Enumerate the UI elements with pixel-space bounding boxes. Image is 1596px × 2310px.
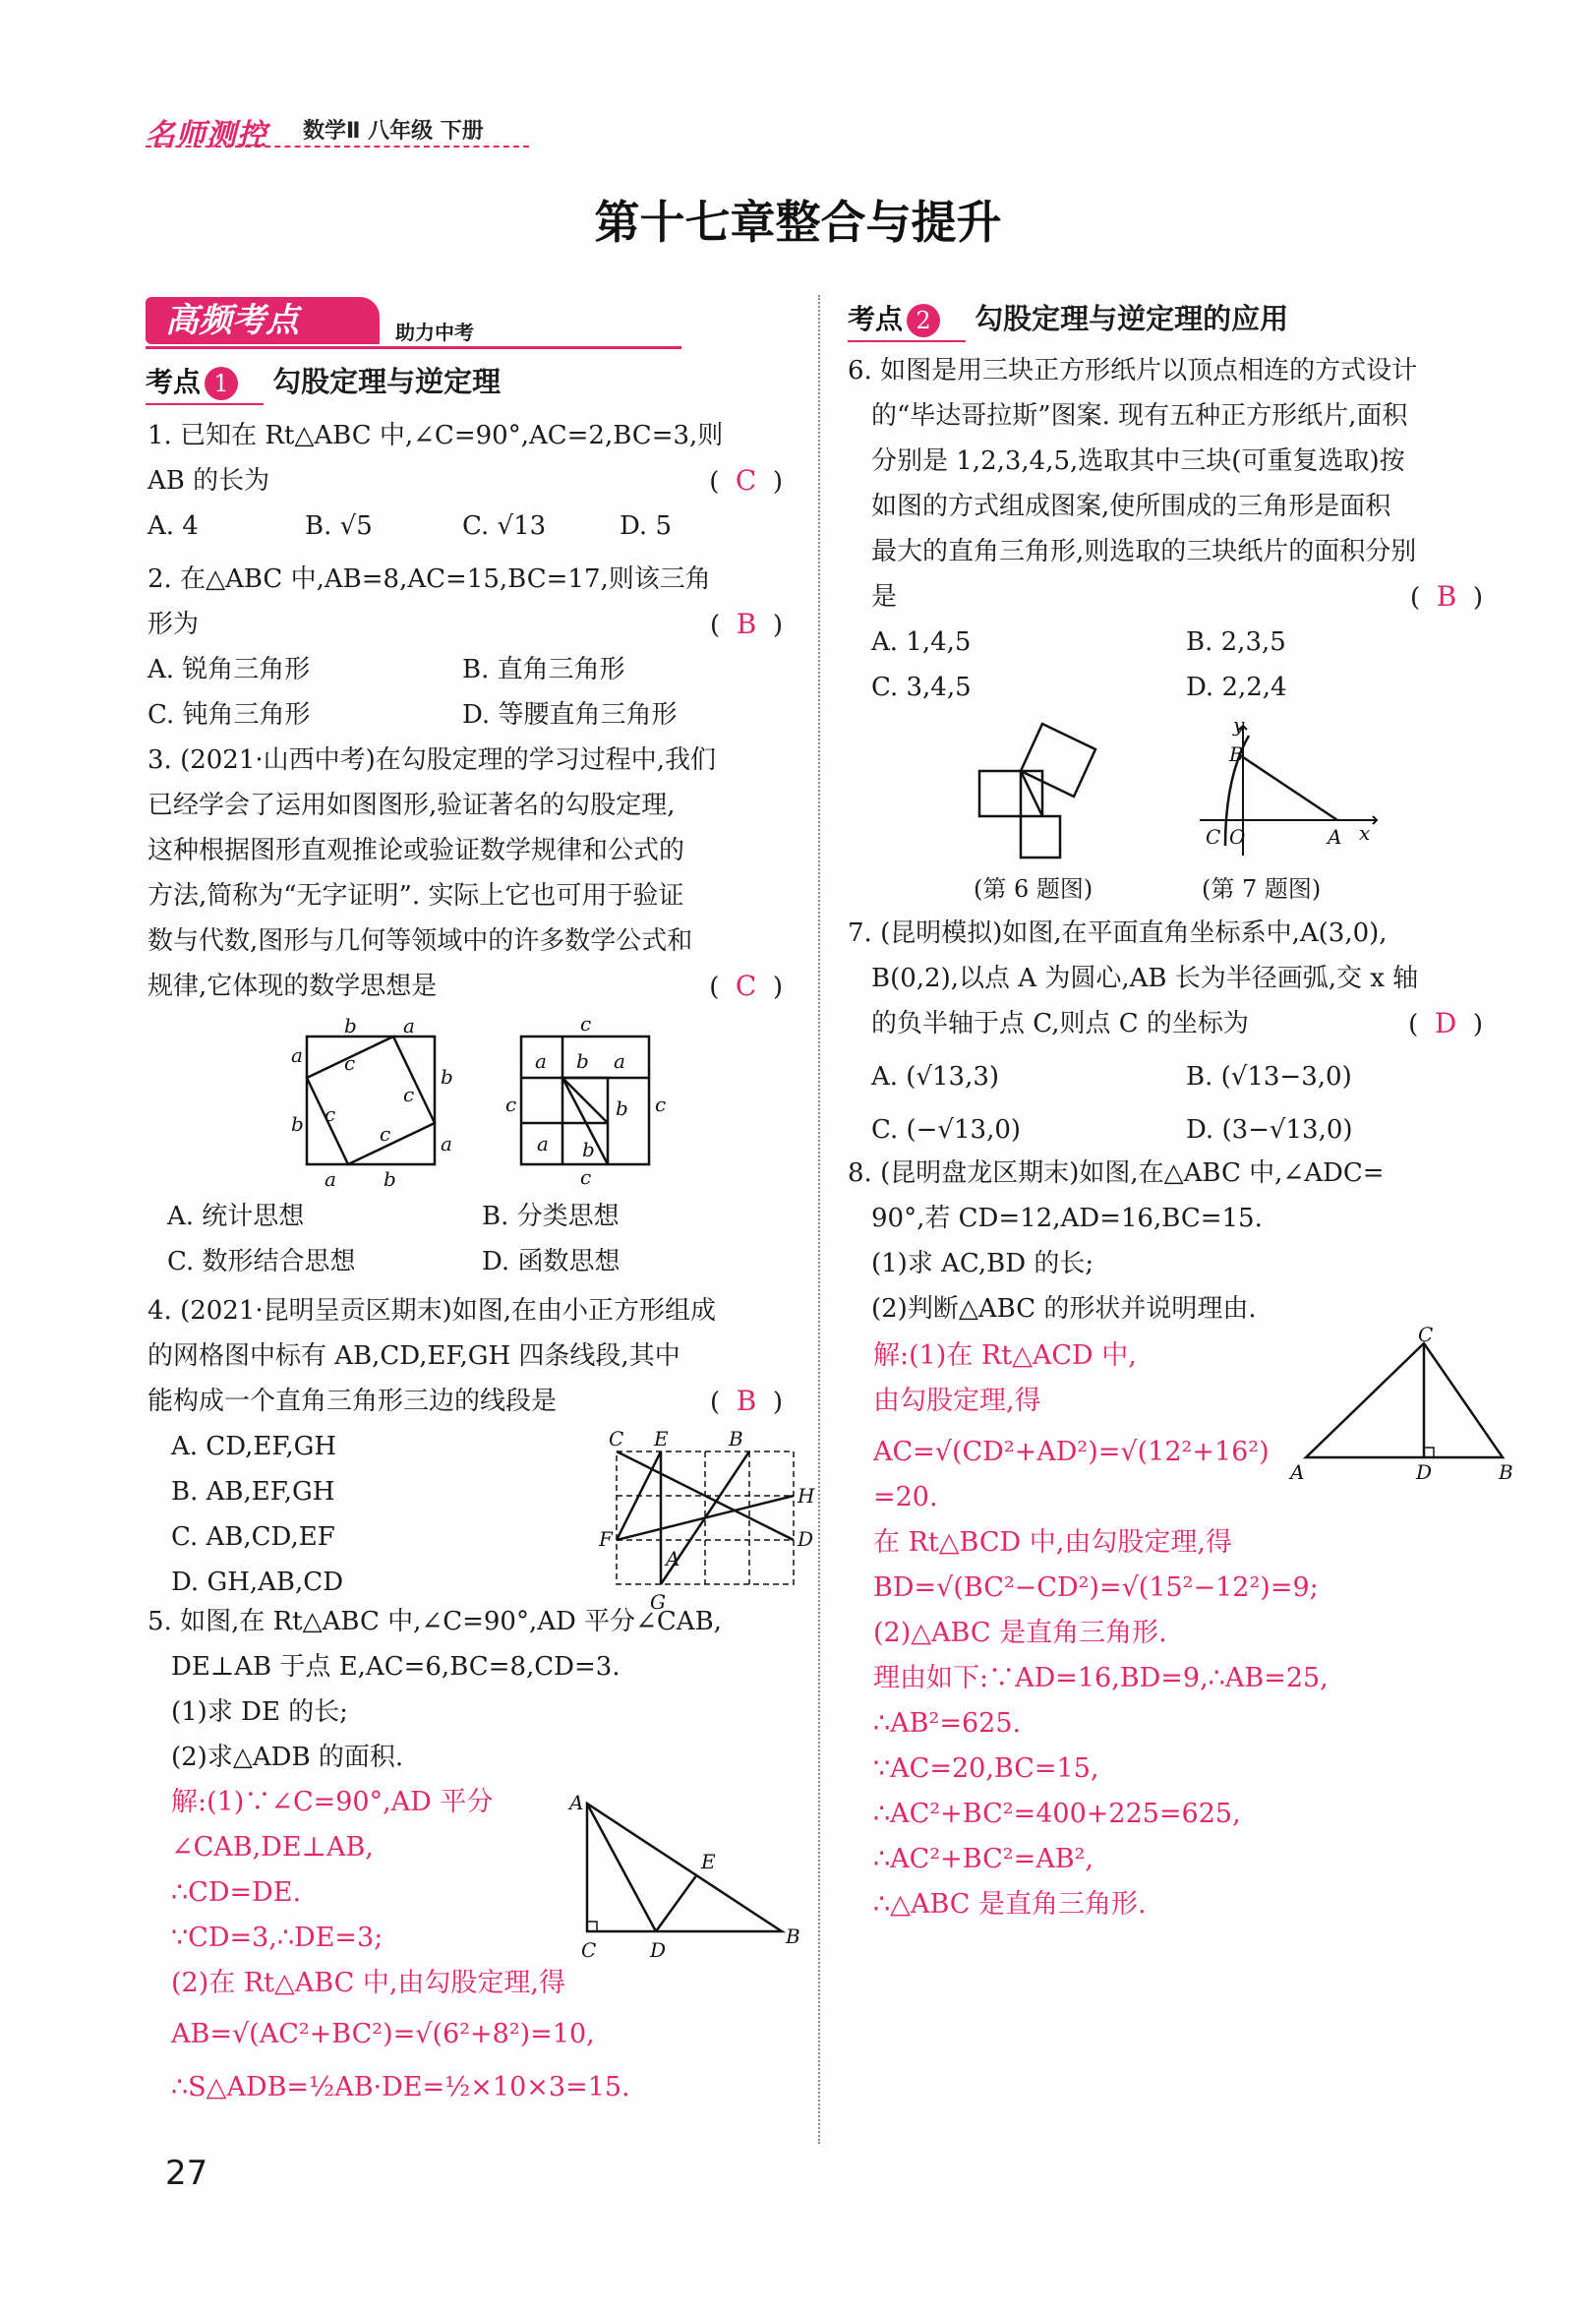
kaodian-1 bbox=[146, 360, 501, 400]
question-text: 7. (昆明模拟)如图,在平面直角坐标系中,A(3,0), bbox=[848, 918, 1388, 948]
option: D. GH,AB,CD bbox=[171, 1568, 344, 1597]
option: B. √5 bbox=[305, 511, 373, 541]
q5-figure bbox=[565, 1790, 811, 1967]
option: B. 直角三角形 bbox=[462, 655, 625, 684]
svg-text:b: b bbox=[384, 1167, 396, 1191]
svg-text:c: c bbox=[580, 1012, 592, 1036]
solution-line: 解:(1)∵∠C=90°,AD 平分 bbox=[171, 1787, 494, 1817]
option: B. AB,EF,GH bbox=[171, 1477, 335, 1507]
option: C. (−√13,0) bbox=[871, 1115, 1022, 1145]
svg-text:D: D bbox=[798, 1527, 814, 1551]
svg-text:b: b bbox=[344, 1014, 357, 1037]
svg-text:a: a bbox=[403, 1014, 415, 1037]
answer: C bbox=[735, 970, 757, 1002]
question-text: 方法,简称为“无字证明”. 实际上它也可用于验证 bbox=[148, 881, 684, 911]
question-8 bbox=[848, 1151, 1477, 1332]
svg-text:a: a bbox=[535, 1049, 547, 1073]
svg-text:F: F bbox=[599, 1527, 613, 1551]
question-text: 的负半轴于点 C,则点 C 的坐标为 bbox=[871, 1009, 1249, 1038]
question-3: 3. (2021·山西中考)在勾股定理的学习过程中,我们 已经学会了运用如图图形,验证著名的勾股定理, 这种根据图形直观推论或验证数学规律和公式的 方法,简称为“无字证明”. 实际上它也可用于验证 数与代数,图形与几何等领域中的许多数学公式和 规律,它体现的数学思想是 ( C ) bbox=[148, 738, 777, 1009]
question-text: (1)求 DE 的长; bbox=[171, 1697, 348, 1727]
svg-text:c: c bbox=[325, 1102, 336, 1126]
option: B. 2,3,5 bbox=[1186, 627, 1286, 657]
option: A. 4 bbox=[148, 511, 199, 541]
question-text: 已经学会了运用如图图形,验证著名的勾股定理, bbox=[148, 791, 676, 820]
column-divider bbox=[818, 295, 820, 2144]
question-5 bbox=[148, 1599, 777, 1780]
svg-text:c: c bbox=[580, 1165, 592, 1189]
option: B. (√13−3,0) bbox=[1186, 1062, 1352, 1092]
svg-text:a: a bbox=[325, 1167, 336, 1191]
svg-text:A: A bbox=[666, 1547, 680, 1570]
question-text: 如图的方式组成图案,使所围成的三角形是面积 bbox=[871, 492, 1391, 521]
option: D. 函数思想 bbox=[482, 1247, 621, 1276]
solution-line: ∠CAB,DE⊥AB, bbox=[171, 1832, 374, 1863]
page-number: 27 bbox=[165, 2154, 208, 2193]
svg-text:E: E bbox=[654, 1427, 669, 1451]
question-text: 的网格图中标有 AB,CD,EF,GH 四条线段,其中 bbox=[148, 1341, 680, 1371]
solution-line: (2)△ABC 是直角三角形. bbox=[873, 1618, 1167, 1648]
answer: B bbox=[736, 608, 757, 640]
q3-options bbox=[167, 1194, 797, 1284]
solution-line: ∵CD=3,∴DE=3; bbox=[171, 1923, 384, 1953]
solution-line: ∵AC=20,BC=15, bbox=[873, 1753, 1099, 1784]
option: C. AB,CD,EF bbox=[171, 1522, 335, 1552]
solution-line: ∴△ABC 是直角三角形. bbox=[873, 1889, 1147, 1920]
svg-text:a: a bbox=[614, 1049, 625, 1073]
svg-text:b: b bbox=[291, 1112, 304, 1136]
question-text: (2)求△ADB 的面积. bbox=[171, 1743, 404, 1772]
kaodian-2 bbox=[848, 297, 1288, 337]
option: D. (3−√13,0) bbox=[1186, 1115, 1353, 1145]
question-text: (2)判断△ABC 的形状并说明理由. bbox=[871, 1294, 1257, 1324]
question-text: 是 bbox=[871, 582, 898, 612]
option: C. 数形结合思想 bbox=[167, 1247, 356, 1276]
kaodian-prefix: 考点 bbox=[146, 366, 202, 398]
svg-text:H: H bbox=[798, 1484, 815, 1508]
solution-line: BD=√(BC²−CD²)=√(15²−12²)=9; bbox=[873, 1572, 1319, 1603]
svg-text:C: C bbox=[1206, 825, 1221, 849]
solution-line: 理由如下:∵AD=16,BD=9,∴AB=25, bbox=[873, 1663, 1329, 1693]
question-text: 规律,它体现的数学思想是 bbox=[148, 972, 438, 1001]
solution-line: 由勾股定理,得 bbox=[873, 1386, 1041, 1416]
question-text: AB 的长为 bbox=[148, 466, 270, 496]
question-text: 能构成一个直角三角形三边的线段是 bbox=[148, 1387, 558, 1416]
solution-line: AB=√(AC²+BC²)=√(6²+8²)=10, bbox=[171, 2019, 595, 2049]
solution-line: ∴AB²=625. bbox=[873, 1708, 1022, 1739]
kaodian-title: 勾股定理与逆定理的应用 bbox=[975, 302, 1289, 335]
answer: D bbox=[1434, 1007, 1457, 1039]
svg-text:G: G bbox=[650, 1590, 666, 1614]
q7-figure bbox=[1190, 713, 1387, 865]
question-text: 90°,若 CD=12,AD=16,BC=15. bbox=[871, 1204, 1263, 1233]
svg-text:C: C bbox=[1418, 1323, 1434, 1346]
svg-text:y: y bbox=[1233, 713, 1245, 737]
question-4: 4. (2021·昆明呈贡区期末)如图,在由小正方形组成 的网格图中标有 AB,CD,EF,GH 四条线段,其中 能构成一个直角三角形三边的线段是 ( B ) A. CD,EF,GH B. AB,EF,GH C. AB,CD,EF D. GH,AB,CD bbox=[148, 1288, 777, 1605]
question-text: 4. (2021·昆明呈贡区期末)如图,在由小正方形组成 bbox=[148, 1296, 717, 1326]
svg-text:a: a bbox=[441, 1132, 452, 1155]
section-banner: 高频考点 bbox=[146, 297, 380, 344]
solution-line: 解:(1)在 Rt△ACD 中, bbox=[873, 1340, 1137, 1371]
answer: B bbox=[1436, 580, 1457, 613]
svg-text:a: a bbox=[537, 1132, 549, 1155]
svg-text:c: c bbox=[655, 1093, 667, 1116]
answer: C bbox=[735, 464, 757, 497]
option: C. √13 bbox=[462, 511, 547, 541]
brand-logo: 名师测控 bbox=[146, 118, 267, 152]
solution-line: ∴S△ADB=½AB·DE=½×10×3=15. bbox=[171, 2072, 630, 2103]
svg-text:D: D bbox=[1416, 1460, 1433, 1484]
question-1: 1. 已知在 Rt△ABC 中,∠C=90°,AC=2,BC=3,则 AB 的长为 ( C ) A. 4 B. √5 C. √13 D. 5 bbox=[148, 413, 777, 549]
q6-figure bbox=[974, 718, 1131, 865]
solution-line: =20. bbox=[873, 1482, 938, 1512]
solution-line: 在 Rt△BCD 中,由勾股定理,得 bbox=[873, 1527, 1232, 1558]
question-text: 分别是 1,2,3,4,5,选取其中三块(可重复选取)按 bbox=[871, 446, 1405, 476]
question-text: (1)求 AC,BD 的长; bbox=[871, 1249, 1094, 1278]
svg-text:b: b bbox=[441, 1065, 453, 1089]
svg-text:C: C bbox=[581, 1938, 597, 1962]
svg-text:c: c bbox=[505, 1093, 517, 1116]
answer: B bbox=[736, 1385, 757, 1417]
solution-line: AC=√(CD²+AD²)=√(12²+16²) bbox=[873, 1437, 1270, 1467]
question-6: 6. 如图是用三块正方形纸片以顶点相连的方式设计 的“毕达哥拉斯”图案. 现有五种正方形纸片,面积 分别是 1,2,3,4,5,选取其中三块(可重复选取)按 如图的方式组成图案,使所围成的三角形是面积 最大的直角三角形,则选取的三块纸片的面积分别 是 ( B ) A. 1,4,5 B. 2,3,5 C. 3,4,5 D. 2,2,4 bbox=[848, 348, 1477, 710]
svg-text:B: B bbox=[1499, 1460, 1513, 1484]
question-text: 形为 bbox=[148, 610, 200, 639]
option: D. 2,2,4 bbox=[1186, 673, 1287, 702]
question-text: 1. 已知在 Rt△ABC 中,∠C=90°,AC=2,BC=3,则 bbox=[148, 421, 724, 450]
svg-text:c: c bbox=[403, 1083, 415, 1106]
header-subject: 数学Ⅱ 八年级 下册 bbox=[303, 119, 484, 144]
option: D. 5 bbox=[620, 511, 672, 541]
q6-caption: (第 6 题图) bbox=[974, 875, 1094, 903]
svg-text:B: B bbox=[729, 1427, 743, 1451]
svg-text:A: A bbox=[569, 1791, 584, 1814]
banner-underline bbox=[146, 346, 681, 349]
question-text: 数与代数,图形与几何等领域中的许多数学公式和 bbox=[148, 926, 693, 956]
svg-text:O: O bbox=[1229, 825, 1246, 849]
solution-line: (2)在 Rt△ABC 中,由勾股定理,得 bbox=[171, 1968, 566, 1998]
question-text: 这种根据图形直观推论或验证数学规律和公式的 bbox=[148, 836, 685, 865]
kaodian-underline bbox=[146, 403, 264, 405]
option: A. (√13,3) bbox=[871, 1062, 1000, 1092]
svg-text:c: c bbox=[344, 1051, 356, 1075]
question-text: 6. 如图是用三块正方形纸片以顶点相连的方式设计 bbox=[848, 356, 1418, 385]
svg-text:E: E bbox=[701, 1850, 716, 1873]
solution-line: ∴CD=DE. bbox=[171, 1877, 302, 1908]
kaodian-number: 2 bbox=[907, 304, 940, 337]
question-text: 3. (2021·山西中考)在勾股定理的学习过程中,我们 bbox=[148, 745, 717, 775]
q4-grid-figure bbox=[595, 1426, 815, 1614]
question-text: 的“毕达哥拉斯”图案. 现有五种正方形纸片,面积 bbox=[871, 401, 1408, 431]
svg-text:a: a bbox=[291, 1043, 303, 1067]
svg-text:b: b bbox=[582, 1138, 595, 1161]
q3-figure bbox=[285, 1013, 669, 1190]
svg-text:D: D bbox=[650, 1938, 667, 1962]
kaodian-underline bbox=[848, 340, 966, 342]
solution-line: ∴AC²+BC²=400+225=625, bbox=[873, 1799, 1241, 1829]
svg-text:c: c bbox=[380, 1122, 391, 1146]
question-text: B(0,2),以点 A 为圆心,AB 长为半径画弧,交 x 轴 bbox=[871, 964, 1419, 993]
option: C. 3,4,5 bbox=[871, 673, 972, 702]
svg-text:C: C bbox=[609, 1427, 624, 1451]
question-text: DE⊥AB 于点 E,AC=6,BC=8,CD=3. bbox=[171, 1652, 621, 1682]
svg-text:A: A bbox=[1290, 1460, 1305, 1484]
question-text: 8. (昆明盘龙区期末)如图,在△ABC 中,∠ADC= bbox=[848, 1158, 1385, 1188]
svg-text:b: b bbox=[576, 1049, 589, 1073]
q8-figure bbox=[1288, 1323, 1524, 1491]
svg-text:b: b bbox=[616, 1096, 628, 1120]
option: B. 分类思想 bbox=[482, 1202, 620, 1231]
option: A. 锐角三角形 bbox=[148, 655, 311, 684]
question-text: 5. 如图,在 Rt△ABC 中,∠C=90°,AD 平分∠CAB, bbox=[148, 1607, 722, 1636]
option: D. 等腰直角三角形 bbox=[462, 700, 678, 730]
svg-text:B: B bbox=[1229, 742, 1244, 766]
kaodian-title: 勾股定理与逆定理 bbox=[272, 365, 502, 398]
q7-caption: (第 7 题图) bbox=[1202, 875, 1322, 903]
header-divider bbox=[146, 146, 529, 148]
question-text: 2. 在△ABC 中,AB=8,AC=15,BC=17,则该三角 bbox=[148, 564, 711, 594]
page-title: 第十七章整合与提升 bbox=[594, 196, 1002, 249]
q5-solution bbox=[171, 1780, 630, 2110]
svg-text:A: A bbox=[1328, 825, 1342, 849]
question-text: 最大的直角三角形,则选取的三块纸片的面积分别 bbox=[871, 537, 1417, 566]
kaodian-prefix: 考点 bbox=[848, 303, 904, 335]
option: A. 1,4,5 bbox=[871, 627, 972, 657]
question-2: 2. 在△ABC 中,AB=8,AC=15,BC=17,则该三角 形为 ( B ) A. 锐角三角形 B. 直角三角形 C. 钝角三角形 D. 等腰直角三角形 bbox=[148, 557, 777, 738]
question-7: 7. (昆明模拟)如图,在平面直角坐标系中,A(3,0), B(0,2),以点 A 为圆心,AB 长为半径画弧,交 x 轴 的负半轴于点 C,则点 C 的坐标为 ( D ) A. (√13,3) B. (√13−3,0) C. (−√13,0) D. (3−√13,0) bbox=[848, 911, 1477, 1153]
svg-text:B: B bbox=[786, 1925, 800, 1948]
option: A. CD,EF,GH bbox=[171, 1432, 337, 1461]
svg-text:x: x bbox=[1359, 821, 1371, 845]
option: A. 统计思想 bbox=[167, 1202, 305, 1231]
option: C. 钝角三角形 bbox=[148, 700, 311, 730]
solution-line: ∴AC²+BC²=AB², bbox=[873, 1844, 1094, 1874]
banner-tag: 助力中考 bbox=[395, 321, 474, 344]
kaodian-number: 1 bbox=[205, 367, 238, 400]
q8-solution bbox=[873, 1333, 1329, 1927]
